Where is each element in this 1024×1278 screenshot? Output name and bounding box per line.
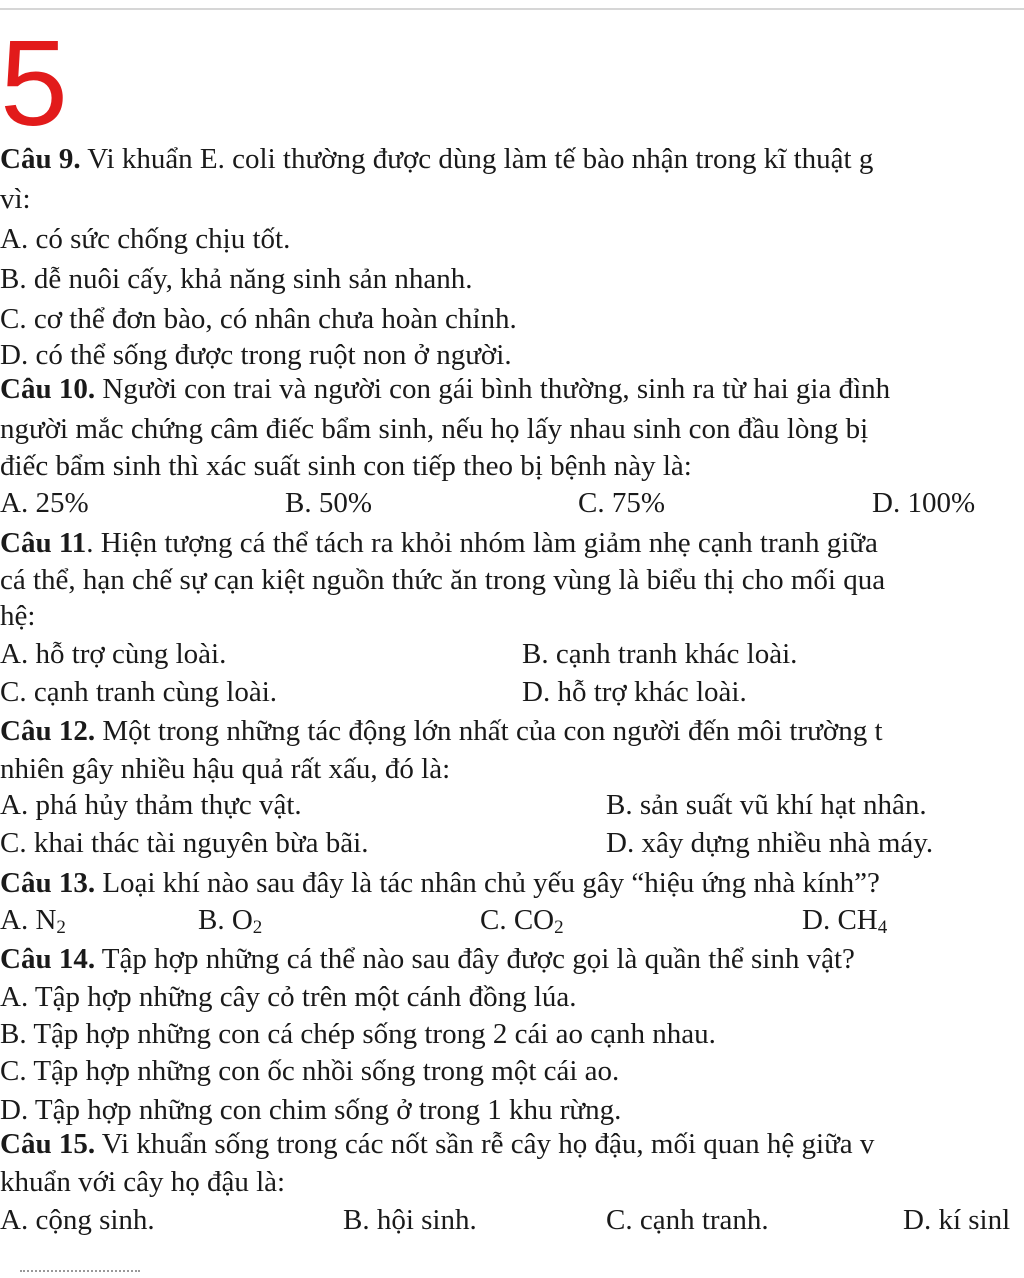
question-14-option-c: C. Tập hợp những con ốc nhồi sống trong một cái ao. xyxy=(0,1055,620,1087)
question-13-option-b-subscript: 2 xyxy=(252,917,263,938)
question-11-label: Câu 11 xyxy=(0,527,87,559)
question-12-option-b: B. sản suất vũ khí hạt nhân. xyxy=(606,789,927,821)
question-9-text: Vi khuẩn E. coli thường được dùng làm tế bào nhận trong kĩ thuật g xyxy=(80,143,874,175)
question-13 xyxy=(0,866,880,900)
question-10-continuation-1: người mắc chứng câm điếc bẩm sinh, nếu họ lấy nhau sinh con đầu lòng bị xyxy=(0,413,869,445)
question-11-option-d: D. hỗ trợ khác loài. xyxy=(522,676,747,708)
question-9-label: Câu 9. xyxy=(0,143,81,175)
question-10 xyxy=(0,372,890,406)
question-11-text: . Hiện tượng cá thể tách ra khỏi nhóm làm giảm nhẹ cạnh tranh giữa xyxy=(86,527,878,559)
question-13-option-c xyxy=(480,903,564,937)
question-15 xyxy=(0,1127,874,1161)
question-9-option-b: B. dễ nuôi cấy, khả năng sinh sản nhanh. xyxy=(0,263,473,295)
question-13-option-b xyxy=(198,903,262,937)
question-9-continuation: vì: xyxy=(0,183,31,215)
question-15-option-c: C. cạnh tranh. xyxy=(606,1204,769,1236)
question-14-option-d: D. Tập hợp những con chim sống ở trong 1 khu rừng. xyxy=(0,1094,622,1126)
question-9-option-a: A. có sức chống chịu tốt. xyxy=(0,223,291,255)
question-12 xyxy=(0,714,883,748)
question-9 xyxy=(0,142,873,176)
question-14-label: Câu 14. xyxy=(0,943,96,975)
question-14 xyxy=(0,942,855,976)
question-10-option-d: D. 100% xyxy=(872,487,976,519)
question-9-option-c: C. cơ thể đơn bào, có nhân chưa hoàn chỉnh. xyxy=(0,303,517,335)
question-10-option-b: B. 50% xyxy=(285,487,372,519)
question-13-option-d-text: D. CH xyxy=(802,904,878,936)
question-12-option-a: A. phá hủy thảm thực vật. xyxy=(0,789,302,821)
question-13-option-d xyxy=(802,903,887,937)
page-number: 5 xyxy=(0,15,68,151)
question-14-option-b: B. Tập hợp những con cá chép sống trong 2 cái ao cạnh nhau. xyxy=(0,1018,716,1050)
question-12-option-d: D. xây dựng nhiều nhà máy. xyxy=(606,827,934,859)
question-15-label: Câu 15. xyxy=(0,1128,96,1160)
question-13-text: Loại khí nào sau đây là tác nhân chủ yếu gây “hiệu ứng nhà kính”? xyxy=(95,867,880,899)
bottom-cut-off-marks xyxy=(20,1270,140,1276)
question-15-option-a: A. cộng sinh. xyxy=(0,1204,155,1236)
question-10-text: Người con trai và người con gái bình thường, sinh ra từ hai gia đình xyxy=(95,373,891,405)
question-13-option-a xyxy=(0,903,66,937)
question-13-option-d-subscript: 4 xyxy=(877,917,888,938)
question-11-option-c: C. cạnh tranh cùng loài. xyxy=(0,676,278,708)
question-10-option-c: C. 75% xyxy=(578,487,665,519)
question-13-option-a-text: A. N xyxy=(0,904,57,936)
question-14-option-a: A. Tập hợp những cây cỏ trên một cánh đồng lúa. xyxy=(0,981,577,1013)
question-15-text: Vi khuẩn sống trong các nốt sần rễ cây họ đậu, mối quan hệ giữa v xyxy=(95,1128,875,1160)
question-10-label: Câu 10. xyxy=(0,373,96,405)
question-13-option-a-subscript: 2 xyxy=(56,917,66,938)
question-15-option-b: B. hội sinh. xyxy=(343,1204,477,1236)
question-11-option-a: A. hỗ trợ cùng loài. xyxy=(0,638,227,670)
question-9-option-d: D. có thể sống được trong ruột non ở người. xyxy=(0,339,512,371)
question-15-continuation: khuẩn với cây họ đậu là: xyxy=(0,1166,286,1198)
question-12-continuation: nhiên gây nhiều hậu quả rất xấu, đó là: xyxy=(0,753,451,785)
question-10-option-a: A. 25% xyxy=(0,487,89,519)
question-13-option-c-text: C. CO xyxy=(480,904,555,936)
question-13-label: Câu 13. xyxy=(0,867,96,899)
question-15-option-d: D. kí sinl xyxy=(903,1204,1011,1236)
question-13-option-b-text: B. O xyxy=(198,904,253,936)
question-13-option-c-subscript: 2 xyxy=(554,917,564,938)
question-12-option-c: C. khai thác tài nguyên bừa bãi. xyxy=(0,827,369,859)
question-10-continuation-2: điếc bẩm sinh thì xác suất sinh con tiếp theo bị bệnh này là: xyxy=(0,450,692,482)
question-12-text: Một trong những tác động lớn nhất của con người đến môi trường t xyxy=(95,715,883,747)
question-11-option-b: B. cạnh tranh khác loài. xyxy=(522,638,798,670)
question-11 xyxy=(0,526,878,560)
question-14-text: Tập hợp những cá thể nào sau đây được gọi là quần thể sinh vật? xyxy=(95,943,855,975)
question-12-label: Câu 12. xyxy=(0,715,96,747)
question-11-continuation-1: cá thể, hạn chế sự cạn kiệt nguồn thức ăn trong vùng là biểu thị cho mối qua xyxy=(0,564,886,596)
question-11-continuation-2: hệ: xyxy=(0,600,36,632)
